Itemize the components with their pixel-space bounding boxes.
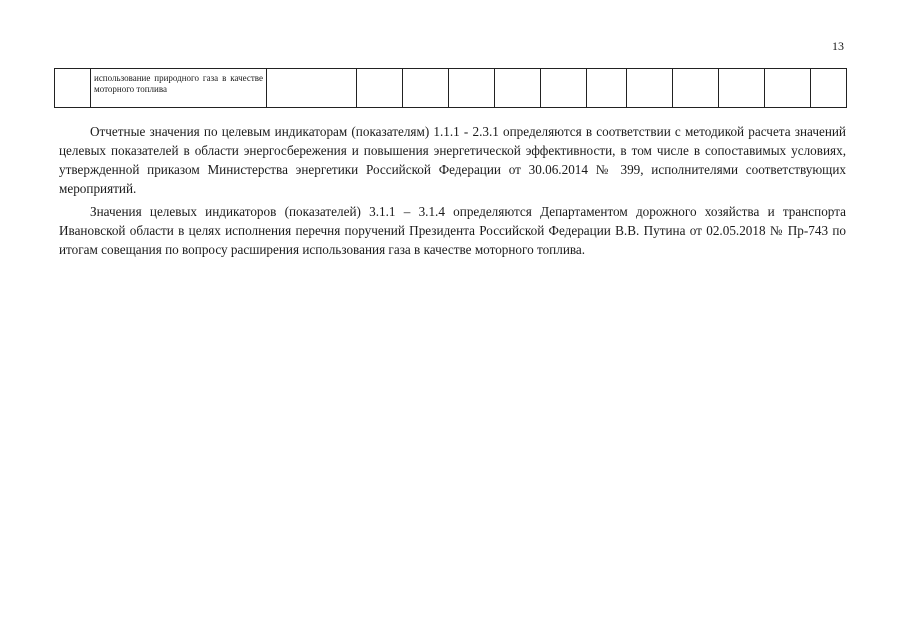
table-cell bbox=[267, 69, 357, 108]
paragraph-reporting-values: Отчетные значения по целевым индикаторам (показателям) 1.1.1 - 2.3.1 определяются в соответствии с методикой расчета значений целевых показателей в области энергосбережения и повышения энергетической эффективности, в том числе в сопоставимых условиях, утвержденной приказом Министерства энергетики Российской Федерации от 30.06.2014 № 399, исполнителями соответствующих мероприятий. bbox=[59, 124, 846, 196]
table-cell bbox=[587, 69, 627, 108]
table-row bbox=[55, 69, 847, 108]
table-cell-number bbox=[55, 69, 91, 108]
table-cell bbox=[403, 69, 449, 108]
table-cell bbox=[673, 69, 719, 108]
table-cell bbox=[541, 69, 587, 108]
paragraph-indicator-values: Значения целевых индикаторов (показателей) 3.1.1 – 3.1.4 определяются Департаментом дорожного хозяйства и транспорта Ивановской области в целях исполнения перечня поручений Президента Российской Федерации В.В. Путина от 02.05.2018 № Пр-743 по итогам совещания по вопросу расширения использования газа в качестве моторного топлива. bbox=[59, 204, 846, 257]
indicator-table-continuation bbox=[54, 68, 847, 108]
table-cell bbox=[627, 69, 673, 108]
table-cell bbox=[449, 69, 495, 108]
table-cell bbox=[765, 69, 811, 108]
table-cell-indicator: использование природного газа в качестве моторного топлива bbox=[91, 69, 267, 108]
table-cell bbox=[719, 69, 765, 108]
table-cell bbox=[495, 69, 541, 108]
table-cell bbox=[811, 69, 847, 108]
page-number: 13 bbox=[832, 39, 844, 53]
table-cell bbox=[357, 69, 403, 108]
